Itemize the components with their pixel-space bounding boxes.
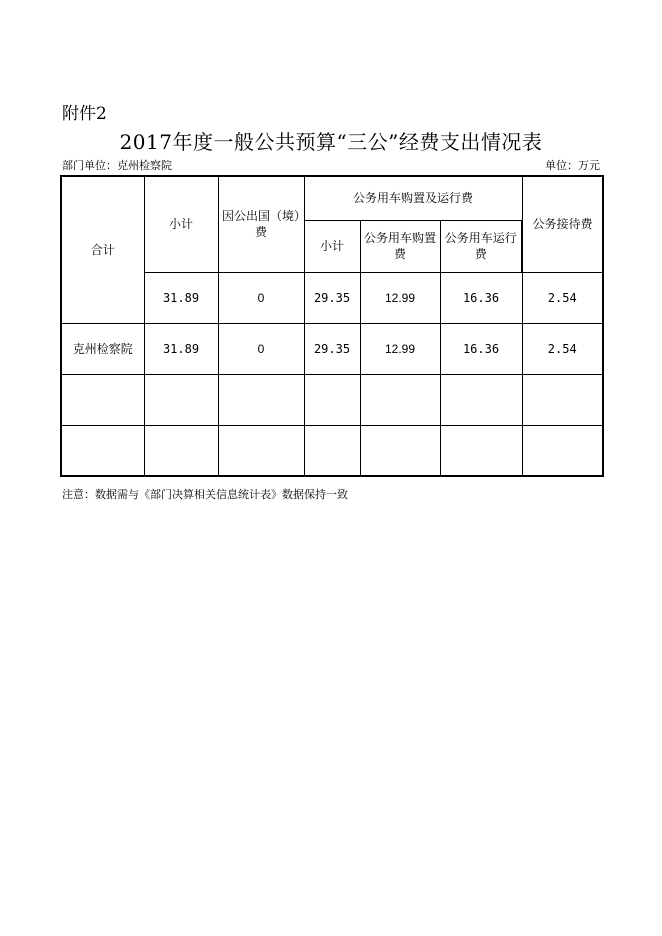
total-reception-cell: 2.54 <box>522 272 603 323</box>
total-vehicle-purchase-cell: 12.99 <box>360 272 440 323</box>
empty-cell <box>61 374 144 425</box>
row-vehicle-running-cell: 16.36 <box>440 323 522 374</box>
empty-cell <box>304 425 360 476</box>
row-vehicle-purchase-cell: 12.99 <box>360 323 440 374</box>
row-name-cell: 克州检察院 <box>61 323 144 374</box>
total-abroad-cell: 0 <box>218 272 304 323</box>
footnote: 注意：数据需与《部门决算相关信息统计表》数据保持一致 <box>62 488 348 501</box>
row-vehicle-subtotal-cell: 29.35 <box>304 323 360 374</box>
empty-cell <box>218 374 304 425</box>
empty-cell <box>440 425 522 476</box>
header-reception: 公务接待费 <box>522 176 603 272</box>
expense-table <box>60 175 604 477</box>
empty-cell <box>61 425 144 476</box>
empty-cell <box>218 425 304 476</box>
total-vehicle-subtotal-cell: 29.35 <box>304 272 360 323</box>
empty-row <box>61 425 603 476</box>
attachment-label: 附件2 <box>62 104 107 124</box>
header-total: 合计 <box>61 176 144 323</box>
empty-row <box>61 374 603 425</box>
empty-cell <box>440 374 522 425</box>
header-vehicle-purchase: 公务用车购置费 <box>360 220 440 272</box>
empty-cell <box>360 374 440 425</box>
header-vehicle-subtotal: 小计 <box>304 220 360 272</box>
header-vehicle-running: 公务用车运行费 <box>440 220 522 272</box>
empty-cell <box>522 374 603 425</box>
empty-cell <box>144 374 218 425</box>
total-subtotal-cell: 31.89 <box>144 272 218 323</box>
header-abroad: 因公出国（境）费 <box>218 176 304 272</box>
empty-cell <box>304 374 360 425</box>
row-reception-cell: 2.54 <box>522 323 603 374</box>
header-vehicle-group: 公务用车购置及运行费 <box>304 176 522 220</box>
row-abroad-cell: 0 <box>218 323 304 374</box>
empty-cell <box>360 425 440 476</box>
total-vehicle-running-cell: 16.36 <box>440 272 522 323</box>
department-label: 部门单位：克州检察院 <box>62 159 172 172</box>
empty-cell <box>522 425 603 476</box>
page-title: 2017年度一般公共预算“三公”经费支出情况表 <box>119 130 543 154</box>
row-subtotal-cell: 31.89 <box>144 323 218 374</box>
empty-cell <box>144 425 218 476</box>
unit-label: 单位：万元 <box>545 159 600 172</box>
table-row <box>61 323 603 374</box>
header-subtotal: 小计 <box>144 176 218 272</box>
